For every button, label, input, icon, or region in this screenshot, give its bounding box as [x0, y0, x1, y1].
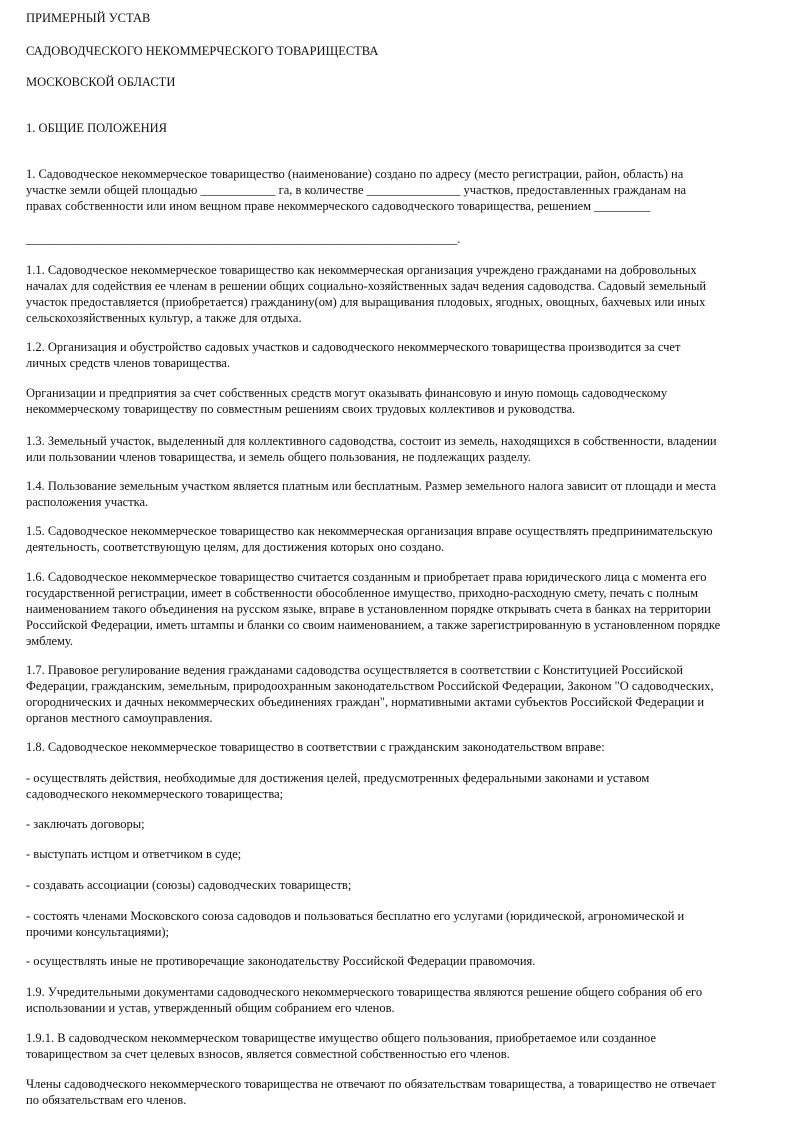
paragraph-1-1 [26, 262, 706, 326]
text-line: государственной регистрации, имеет в собственности обособленное имущество, приходно-расходную смету, печать с полным [26, 586, 698, 600]
section-heading: 1. ОБЩИЕ ПОЛОЖЕНИЯ [26, 121, 167, 135]
list-item-4 [26, 877, 351, 893]
paragraph-1-3 [26, 433, 717, 465]
text-line: 1.6. Садоводческое некоммерческое товарищество считается созданным и приобретает права юридического лица с момента его [26, 570, 707, 584]
text-line: личных средств членов товарищества. [26, 356, 230, 370]
text-line: эмблему. [26, 634, 74, 648]
text-line: - выступать истцом и ответчиком в суде; [26, 847, 242, 861]
paragraph-1-5 [26, 523, 713, 555]
text-line: 1.9.1. В садоводческом некоммерческом товариществе имущество общего пользования, приобретаемое или созданное [26, 1031, 656, 1045]
text-line: - состоять членами Московского союза садоводов и пользоваться бесплатно его услугами (юридической, агрономической и [26, 909, 685, 923]
paragraph-1-2 [26, 339, 680, 371]
text-line: или пользовании членов товарищества, и земель общего пользования, не подлежащих разделу. [26, 450, 531, 464]
paragraph-1-4 [26, 478, 716, 510]
list-item-6 [26, 953, 535, 969]
text-line: 1.1. Садоводческое некоммерческое товарищество как некоммерческая организация учреждено гражданами на добровольных [26, 263, 697, 277]
text-line: органов местного самоуправления. [26, 711, 213, 725]
paragraph-1-9 [26, 984, 702, 1016]
list-item-1 [26, 770, 649, 802]
text-line: товариществом за счет целевых взносов, является совместной собственностью его членов. [26, 1047, 510, 1061]
text-line: Федерации, гражданским, земельным, природоохранным законодательством Российской Федерации, Законом "О садоводческих, [26, 679, 714, 693]
text-line: некоммерческому товариществу по совместным решениям своих трудовых коллективов и руководства. [26, 402, 576, 416]
text-line: расположения участка. [26, 495, 149, 509]
text-line: 1.4. Пользование земельным участком является платным или бесплатным. Размер земельного налога зависит от площади и места [26, 479, 717, 493]
text-line: огороднических и дачных некоммерческих объединениях граждан", нормативными актами субъектов Российской Федерации и [26, 695, 705, 709]
doc-title-line-1: ПРИМЕРНЫЙ УСТАВ [26, 11, 151, 25]
list-item-5 [26, 908, 684, 940]
text-line: - осуществлять действия, необходимые для достижения целей, предусмотренных федеральными законами и уставом [26, 771, 650, 785]
text-line: правах собственности или ином вещном праве некоммерческого садоводческого товарищества, решением _________ [26, 199, 651, 213]
text-line: садоводческого некоммерческого товарищества; [26, 787, 284, 801]
text-line: по обязательствам его членов. [26, 1093, 187, 1107]
text-line: 1.3. Земельный участок, выделенный для коллективного садоводства, состоит из земель, находящихся в собственности, владении [26, 434, 717, 448]
text-line: 1. Садоводческое некоммерческое товарищество (наименование) создано по адресу (место регистрации, район, область) на [26, 167, 684, 181]
text-line: началах для содействия ее членам в решении общих социально-хозяйственных задач ведения садоводства. Садовый земельный [26, 279, 707, 293]
text-line: 1.2. Организация и обустройство садовых участков и садоводческого некоммерческого товарищества производится за счет [26, 340, 681, 354]
text-line: 1.7. Правовое регулирование ведения гражданами садоводства осуществляется в соответствии с Конституцией Российской [26, 663, 683, 677]
text-line: Российской Федерации, иметь штампы и бланки со своим наименованием, а также зарегистрированную в установленном порядке [26, 618, 721, 632]
text-line: - осуществлять иные не противоречащие законодательству Российской Федерации правомочия. [26, 954, 536, 968]
text-line: _____________________________________________________________________. [26, 232, 461, 246]
paragraph-members-liability [26, 1076, 716, 1108]
list-item-3 [26, 846, 241, 862]
doc-title-line-3: МОСКОВСКОЙ ОБЛАСТИ [26, 75, 176, 89]
text-line: 1.5. Садоводческое некоммерческое товарищество как некоммерческая организация вправе осуществлять предпринимательскую [26, 524, 713, 538]
text-line: сельскохозяйственных культур, а также для отдыха. [26, 311, 302, 325]
paragraph-1 [26, 166, 686, 214]
text-line: Организации и предприятия за счет собственных средств могут оказывать финансовую и иную помощь садоводческому [26, 386, 668, 400]
text-line: прочими консультациями); [26, 925, 170, 939]
text-line: - заключать договоры; [26, 817, 145, 831]
text-line: деятельность, соответствующую целям, для достижения которых оно создано. [26, 540, 445, 554]
text-line: Члены садоводческого некоммерческого товарищества не отвечают по обязательствам товарищества, а товарищество не отвечает [26, 1077, 716, 1091]
paragraph-1-continuation [26, 231, 460, 247]
paragraph-1-9-1 [26, 1030, 656, 1062]
text-line: наименованием такого объединения на русском языке, вправе в установленном порядке открывать счета в банках на территории [26, 602, 711, 616]
text-line: 1.9. Учредительными документами садоводческого некоммерческого товарищества являются решение общего собрания об его [26, 985, 703, 999]
paragraph-1-7 [26, 662, 714, 726]
paragraph-1-6 [26, 569, 720, 649]
text-line: - создавать ассоциации (союзы) садоводческих товариществ; [26, 878, 352, 892]
paragraph-1-2-b [26, 385, 667, 417]
list-item-2 [26, 816, 145, 832]
text-line: использовании и устав, утвержденный общим собранием его членов. [26, 1001, 395, 1015]
paragraph-1-8 [26, 739, 605, 755]
doc-title-line-2: САДОВОДЧЕСКОГО НЕКОММЕРЧЕСКОГО ТОВАРИЩЕСТВА [26, 44, 379, 58]
text-line: участок предоставляется (приобретается) гражданину(ом) для выращивания плодовых, ягодных, овощных, бахчевых или иных [26, 295, 706, 309]
text-line: 1.8. Садоводческое некоммерческое товарищество в соответствии с гражданским законодательством вправе: [26, 740, 605, 754]
text-line: участке земли общей площадью ____________ га, в количестве _______________ участков, предоставленных гражданам на [26, 183, 687, 197]
